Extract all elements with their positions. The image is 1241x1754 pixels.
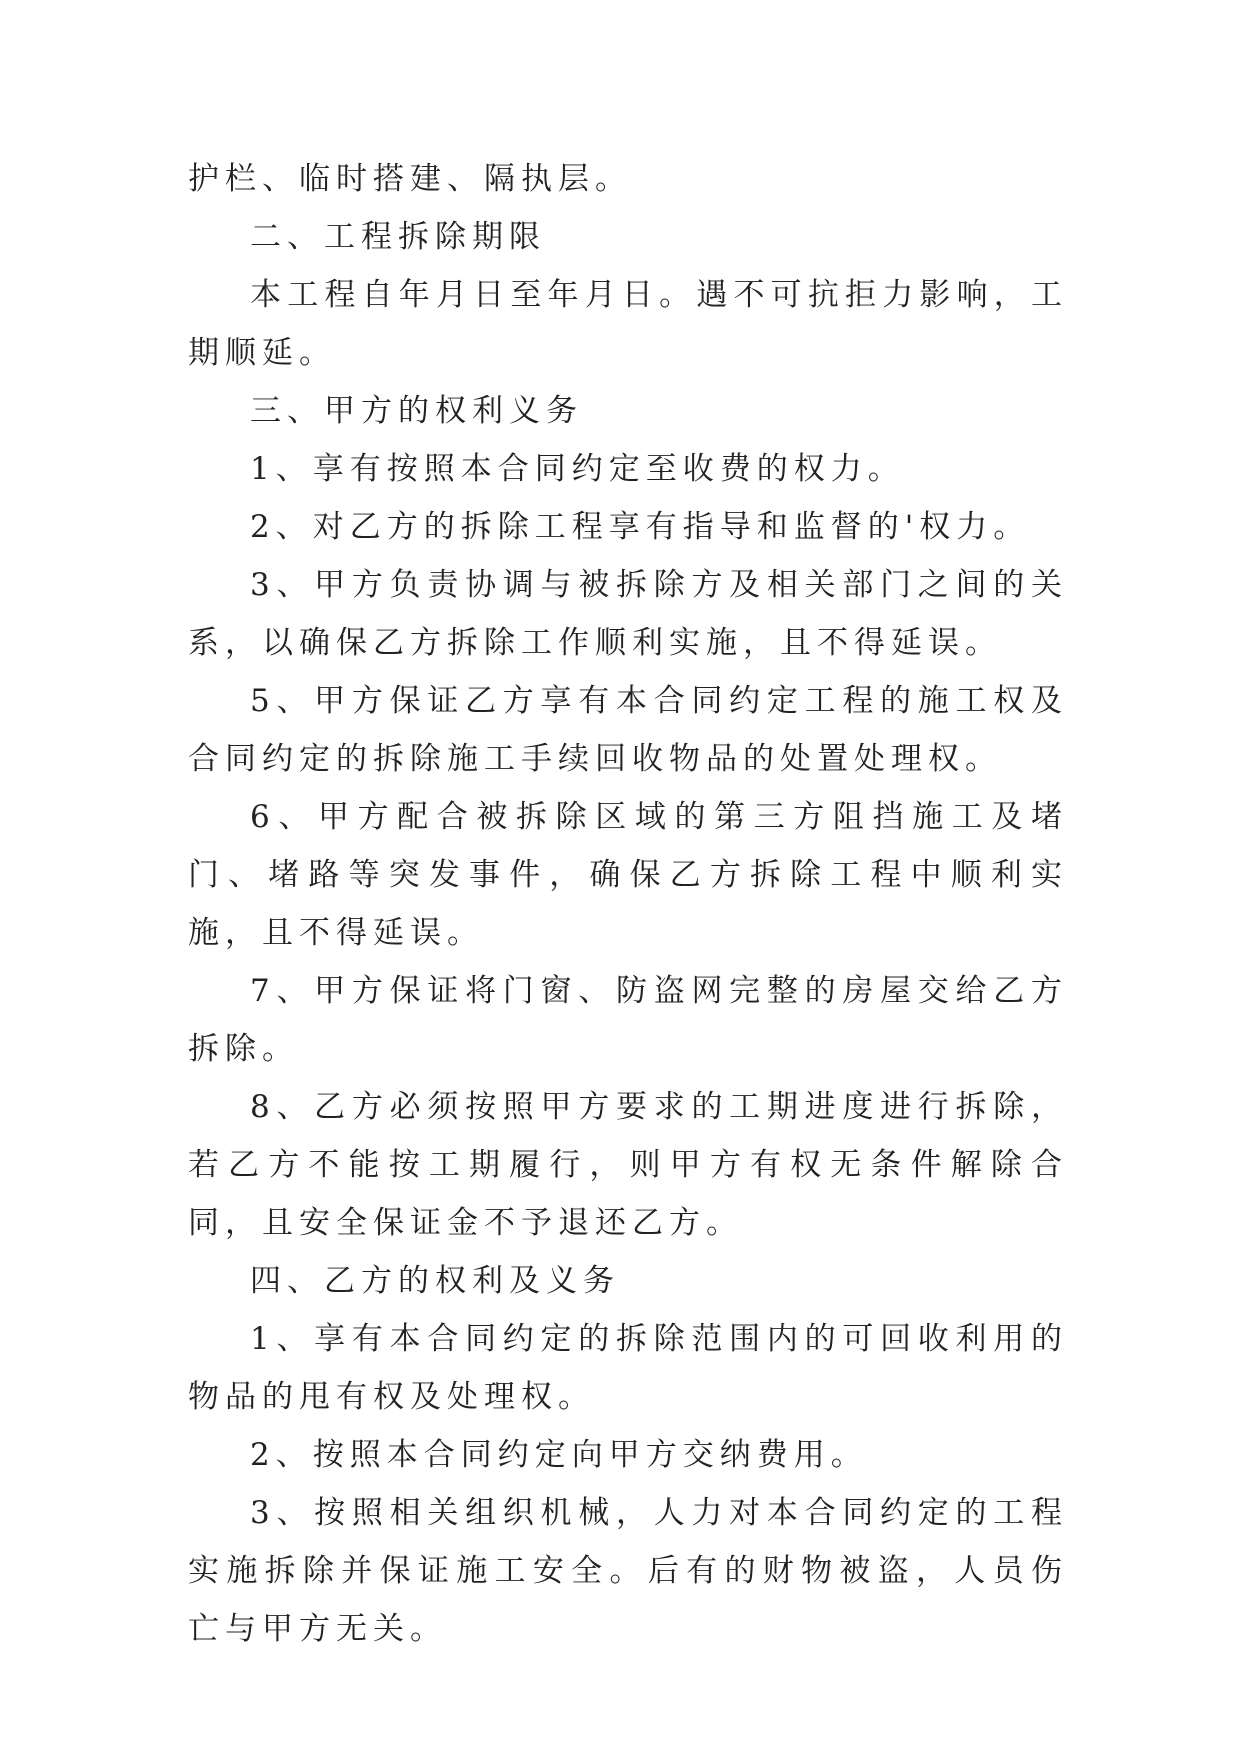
section-heading-3: 三、甲方的权利义务 <box>250 393 583 429</box>
clause-item: 2、对乙方的拆除工程享有指导和监督的'权力。 <box>250 509 1031 545</box>
clause-item: 1、享有按照本合同约定至收费的权力。 <box>250 451 905 487</box>
paragraph-continuation: 护栏、临时搭建、隔执层。 <box>188 161 632 197</box>
document-body <box>188 150 1068 1658</box>
clause-item: 6、甲方配合被拆除区域的第三方阻挡施工及堵门、堵路等突发事件，确保乙方拆除工程中顺利实施，且不得延误。 <box>188 799 1068 951</box>
clause-item: 2、按照本合同约定向甲方交纳费用。 <box>250 1437 868 1473</box>
clause-item: 5、甲方保证乙方享有本合同约定工程的施工权及合同约定的拆除施工手续回收物品的处置处理权。 <box>188 683 1068 777</box>
section-heading-2: 二、工程拆除期限 <box>250 219 546 255</box>
clause-item: 3、按照相关组织机械，人力对本合同约定的工程实施拆除并保证施工安全。后有的财物被盗，人员伤亡与甲方无关。 <box>188 1495 1068 1647</box>
paragraph: 本工程自年月日至年月日。遇不可抗拒力影响，工期顺延。 <box>188 277 1068 371</box>
clause-item: 8、乙方必须按照甲方要求的工期进度进行拆除，若乙方不能按工期履行，则甲方有权无条件解除合同，且安全保证金不予退还乙方。 <box>188 1089 1068 1241</box>
clause-item: 3、甲方负责协调与被拆除方及相关部门之间的关系，以确保乙方拆除工作顺利实施，且不得延误。 <box>188 567 1068 661</box>
clause-item: 7、甲方保证将门窗、防盗网完整的房屋交给乙方拆除。 <box>188 973 1068 1067</box>
section-heading-4: 四、乙方的权利及义务 <box>250 1263 620 1299</box>
clause-item: 1、享有本合同约定的拆除范围内的可回收利用的物品的甩有权及处理权。 <box>188 1321 1068 1415</box>
